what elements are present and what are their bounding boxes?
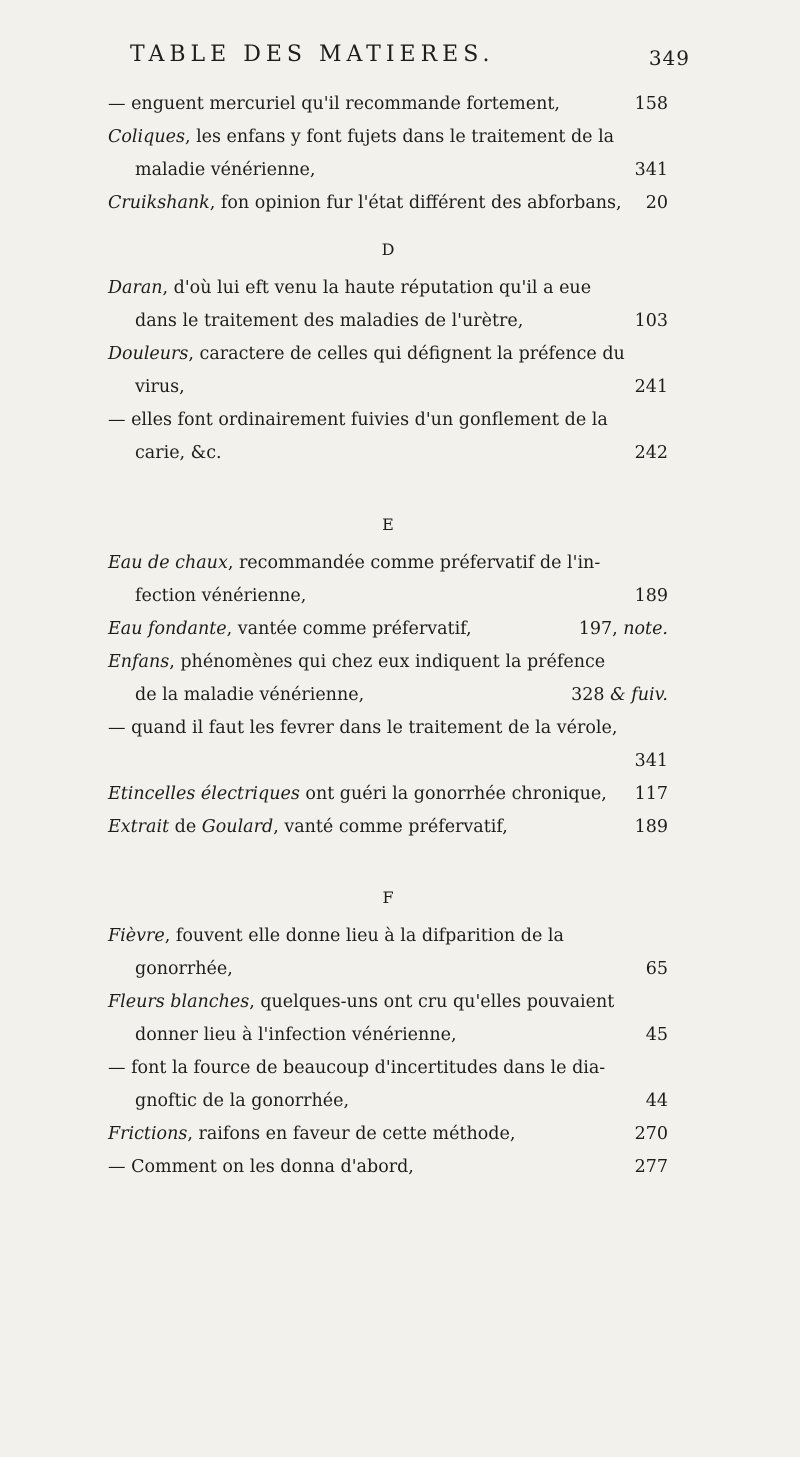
index-entry: Etincelles électriques ont guéri la gonorrhée chronique, 117 bbox=[108, 784, 668, 804]
index-entry-continuation: 341 bbox=[634, 751, 668, 771]
index-entry: — Comment on les donna d'abord, 277 bbox=[108, 1157, 668, 1177]
index-entry: — enguent mercuriel qu'il recommande fortement, 158 bbox=[108, 94, 668, 114]
section-letter: D bbox=[381, 240, 395, 259]
index-entry-continuation: donner lieu à l'infection vénérienne, 45 bbox=[135, 1025, 668, 1045]
index-section-c bbox=[108, 88, 668, 220]
page-header bbox=[130, 42, 690, 70]
index-entry-continuation: gnoftic de la gonorrhée, 44 bbox=[135, 1091, 668, 1111]
index-entry-continuation: dans le traitement des maladies de l'urètre, 103 bbox=[135, 311, 668, 331]
index-section-e bbox=[108, 503, 668, 844]
index-entry: Cruikshank, fon opinion fur l'état différent des abforbans, 20 bbox=[108, 193, 668, 213]
index-entry: — font la fource de beaucoup d'incertitudes dans le dia- bbox=[108, 1058, 606, 1078]
running-head: TABLE DES MATIERES. bbox=[130, 42, 495, 67]
index-entry: Coliques, les enfans y font fujets dans le traitement de la bbox=[108, 127, 615, 147]
index-entry: Fleurs blanches, quelques-uns ont cru qu'elles pouvaient bbox=[108, 992, 615, 1012]
section-letter: F bbox=[382, 888, 394, 907]
index-entry-continuation: fection vénérienne, 189 bbox=[135, 586, 668, 606]
index-section-f bbox=[108, 876, 668, 1184]
page-number: 349 bbox=[648, 46, 690, 70]
index-section-d bbox=[108, 228, 668, 470]
section-letter: E bbox=[382, 515, 394, 534]
index-entry: — quand il faut les fevrer dans le traitement de la vérole, bbox=[108, 718, 618, 738]
index-entry: — elles font ordinairement fuivies d'un gonflement de la bbox=[108, 410, 608, 430]
index-entry: Eau fondante, vantée comme préfervatif, 197, note. bbox=[108, 619, 668, 639]
index-entry-continuation: gonorrhée, 65 bbox=[135, 959, 668, 979]
index-entry-continuation: virus, 241 bbox=[135, 377, 668, 397]
index-entry-continuation: maladie vénérienne, 341 bbox=[135, 160, 668, 180]
index-entry: Fièvre, fouvent elle donne lieu à la difparition de la bbox=[108, 926, 564, 946]
index-entry-continuation: de la maladie vénérienne, 328 & fuiv. bbox=[135, 685, 668, 705]
index-entry: Daran, d'où lui eft venu la haute réputation qu'il a eue bbox=[108, 278, 592, 298]
index-entry: Extrait de Goulard, vanté comme préfervatif, 189 bbox=[108, 817, 668, 837]
index-entry: Eau de chaux, recommandée comme préfervatif de l'in- bbox=[108, 553, 601, 573]
index-entry: Frictions, raifons en faveur de cette méthode, 270 bbox=[108, 1124, 668, 1144]
index-entry: Douleurs, caractere de celles qui défignent la préfence du bbox=[108, 344, 625, 364]
index-entry: Enfans, phénomènes qui chez eux indiquent la préfence bbox=[108, 652, 606, 672]
index-entry-continuation: carie, &c. 242 bbox=[135, 443, 668, 463]
